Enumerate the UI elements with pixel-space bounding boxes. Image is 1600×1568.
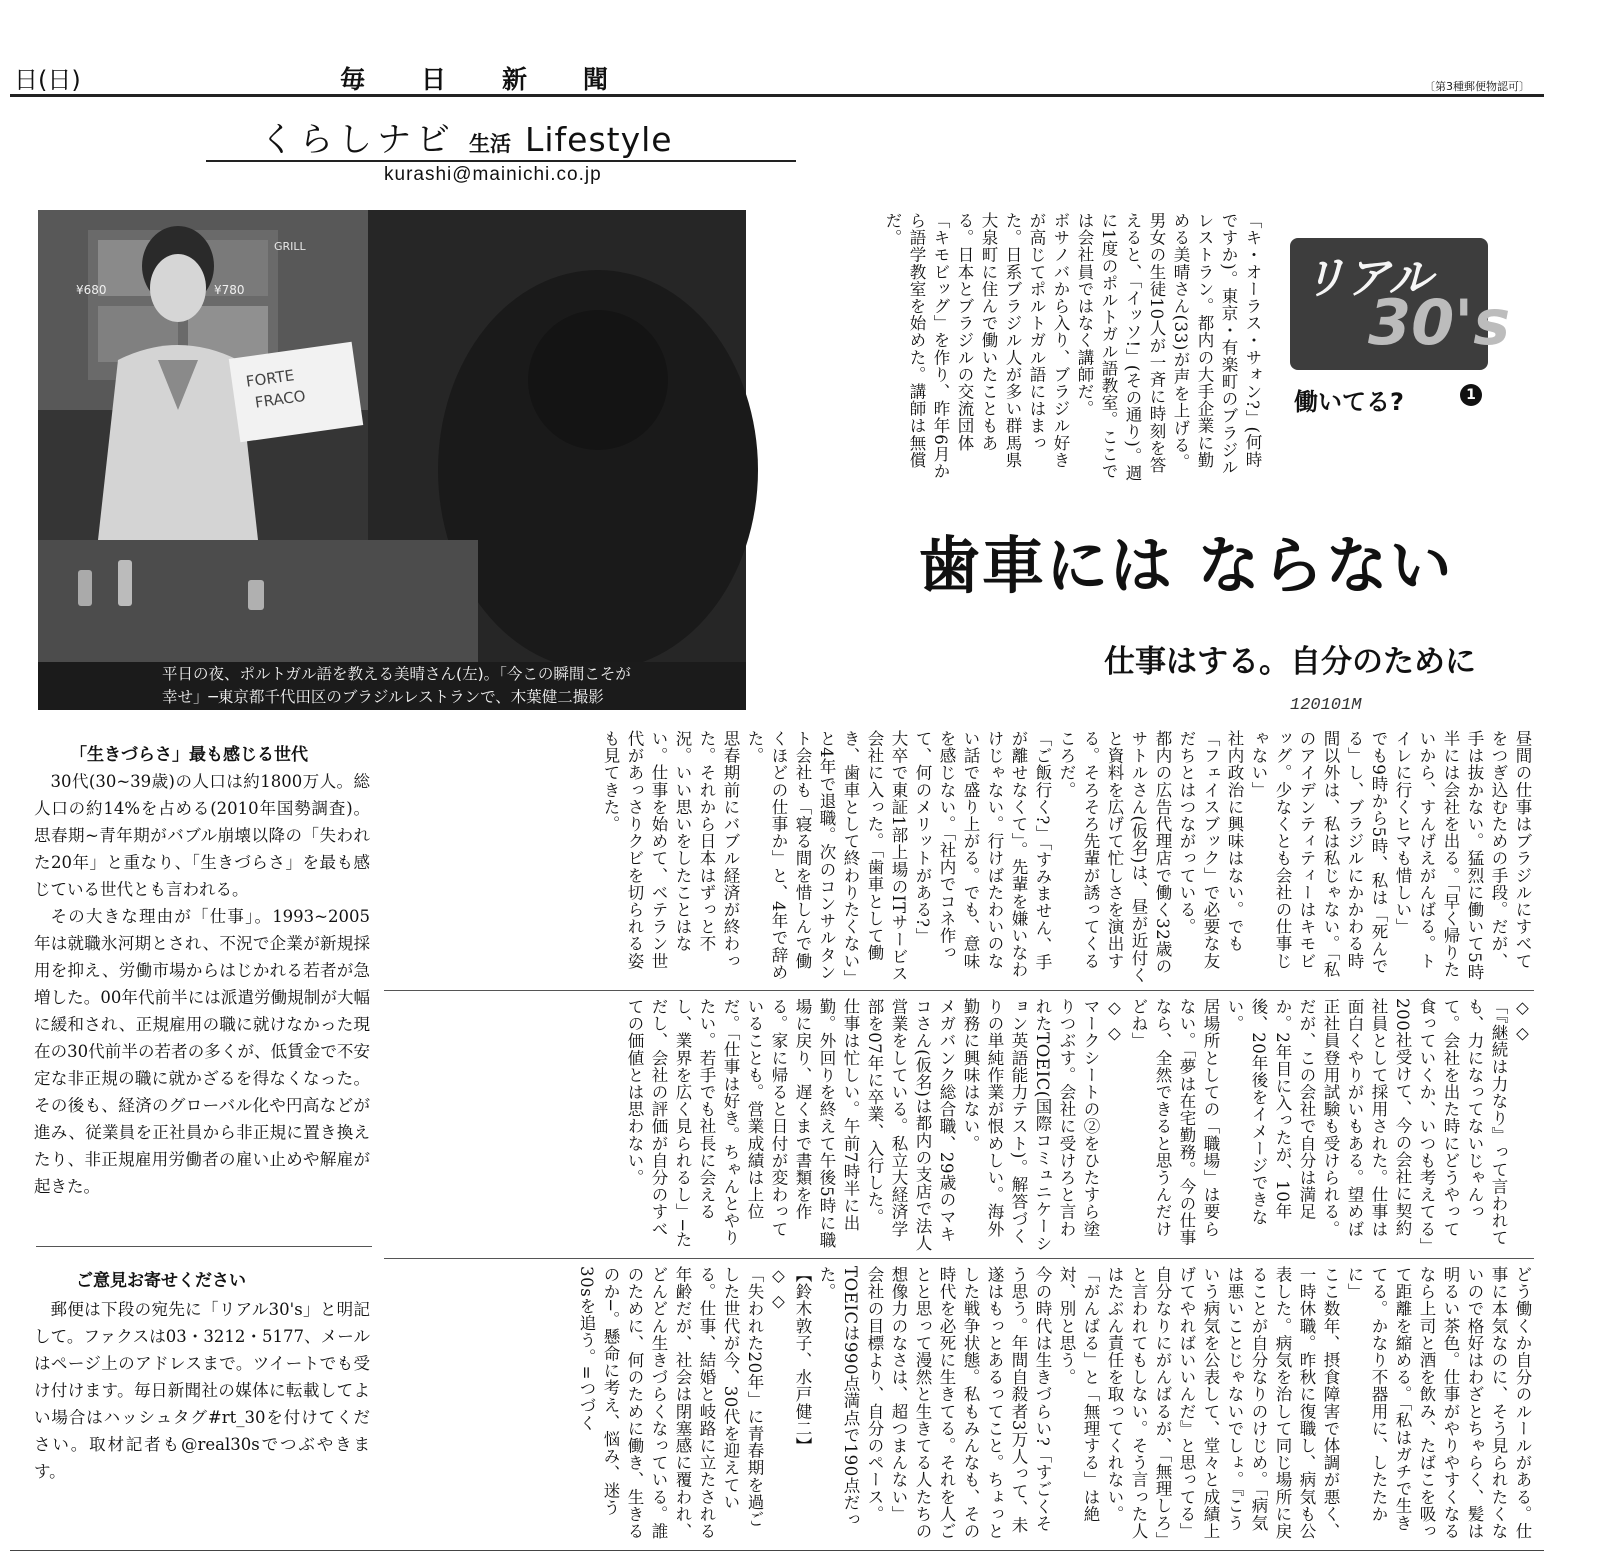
sign-text-fraco: FRACO	[253, 386, 307, 412]
sidebar-divider	[36, 1246, 372, 1247]
handwritten-note: 120101M	[1290, 696, 1362, 715]
teacher-face	[150, 254, 206, 322]
tier-divider	[384, 1258, 1534, 1259]
body-paragraph: どう働くか自分のルールがある。仕事に本気なのに、そう見られたくないので格好はわざとちゃらく、髪は明るい茶色。仕事がやりやすくなるなら上司と酒を飲み、たばこを吸って距離を縮める。「私はガチで生きてる。かなり不器用に、したたかに」	[1345, 1266, 1532, 1540]
handheld-sign	[229, 342, 363, 442]
photo-illustration	[38, 210, 746, 662]
top-article	[744, 212, 1264, 484]
menu-price-2: ¥780	[214, 283, 245, 297]
body-paragraph: メガバンク総合職、29歳のマキコさん(仮名)は都内の支店で法人営業をしている。私立大経済学部を07年に卒業、入行した。	[865, 998, 956, 1252]
body-paragraph: 仕事は忙しい。午前7時半に出勤。外回りを終えて午後5時に職場に戻り、遅くまで書類を作る。家に帰ると日付が変わっていることも。営業成績は上位だ。「仕事は好き。ちゃんとやりたい。若手でも社長に会えるし、業界を広く見られるし」─ただし、会社の評価が自分のすべての価値とは思わない。	[625, 998, 860, 1249]
section-title-jp: くらしナビ	[260, 120, 455, 160]
body-paragraph: ◇ ◇	[1105, 998, 1124, 1044]
opinion-title: ご意見お寄せください	[76, 1271, 246, 1291]
bottom-rule	[10, 1550, 1544, 1551]
body-paragraph: 会社の目標より、自分のペース。TOEICは990点満点で190点だった。	[817, 1266, 884, 1529]
body-paragraph: 昼間の仕事はブラジルにすべてをつぎ込むための手段。だが、手は抜かない。猛烈に働いて5時半には会社を出る。「早く帰りたいから、すんげえがんばる。トイレに行くヒマも惜しい」	[1393, 730, 1532, 981]
newspaper-name: 毎日新聞	[340, 65, 665, 94]
main-article-tier-1	[384, 730, 1534, 984]
sidebar-paragraph: 30代(30~39歳)の人口は約1800万人。総人口の約14%を占める(2010年国勢調査)。思春期~青年期がバブル崩壊以降の「失われた20年」と重なり、「生きづらさ」を最も感じている世代とも言われる。	[34, 772, 370, 899]
masthead-date: 日(日)	[14, 66, 81, 94]
body-paragraph: 思春期前にバブル経済が終わった。それから日本はずっと不況。いい思いをしたことはない。仕事を始めて、ベテラン世代があっさりクビを切られる姿も見てきた。	[601, 730, 740, 970]
sidebar-title: 「生きづらさ」最も感じる世代	[70, 745, 308, 765]
opinion-text: 郵便は下段の宛先に「リアル30's」と明記して。ファクスは03・3212・5177、メールはページ上のアドレスまで。ツイートでも受け付けます。毎日新聞社の媒体に転載してよい場合はハッシュタグ#rt_30を付けてください。取材記者も@real30sでつぶやきます。	[34, 1300, 370, 1481]
sign-text-forte: FORTE	[244, 366, 296, 391]
sidebar-paragraph: その大きな理由が「仕事」。1993~2005年は就職氷河期とされ、不況で企業が新規採用を抑え、労働市場からはじかれる若者が急増した。00年代前半には派遣労働規制が大幅に緩和され、正規雇用の職に就けなかった現在の30代前半の若者の多くが、低賃金で不安定な非正規の職に就かざるを得なくなった。その後も、経済のグローバル化や円高などが進み、従業員を正社員から非正規に置き換えたり、非正規雇用労働者の雇い止めや解雇が起きた。	[34, 907, 370, 1196]
body-paragraph: ◇ ◇	[1513, 998, 1532, 1044]
headline: 歯車には ならない	[918, 529, 1454, 602]
body-paragraph: マークシートの②をひたすら塗りつぶす。会社に受けろと言われたTOEIC(国際コミュニケーション英語能力テスト)。解答づくりの単純作業が恨めしい。海外勤務に興味はない。	[961, 998, 1100, 1252]
series-number-badge: 1	[1460, 384, 1482, 406]
section-break: ◇ ◇	[769, 1266, 788, 1312]
body-paragraph: 居場所としての「職場」は要らない。「夢は在宅勤務。今の仕事なら、全然できると思うんだけどね」	[1129, 998, 1220, 1247]
section-rule	[206, 160, 796, 162]
body-paragraph: 「『継続は力なり』って言われても、力になってないじゃんって。会社を出た時にどうやって食っていくか、いつも考えてる」	[1417, 998, 1508, 1255]
menu-price-1: ¥680	[76, 283, 107, 297]
caption-line-1: 平日の夜、ポルトガル語を教える美晴さん(左)。「今この瞬間こそが	[162, 665, 631, 683]
section-header	[260, 112, 673, 161]
series-logo-text: リアル	[1302, 253, 1433, 304]
series-title: 働いてる?	[1294, 388, 1404, 416]
body-paragraph: 「ご飯行く?」「すみません、手が離せなくて」。先輩を嫌いなわけじゃない。行けばたわいのない話で盛り上がる。でも、意味を感じない。「社内でコネ作って、何のメリットがある?」	[913, 730, 1052, 979]
top-paragraph: 「キ・オーラス・サォン?」(何時ですか)。東京・有楽町のブラジルレストラン。都内の大手企業に勤める美晴さん(33)が声を上げる。男女の生徒10人が一斉に時刻を答えると、「イッソ!」(その通り)。週に1度のポルトガル語教室。ここでは会社員ではなく講師だ。	[1075, 212, 1262, 482]
section-title-en: Lifestyle	[525, 120, 673, 159]
body-paragraph: 社内政治に興味はない。でも「フェイスブック」で必要な友だちとはつながっている。	[1177, 730, 1244, 970]
sidebar-body	[34, 768, 370, 1200]
photo-caption	[38, 662, 746, 710]
byline: 【鈴木敦子、水戸健二】	[793, 1266, 812, 1455]
caption-line-2: 幸せ」─東京都千代田区のブラジルレストランで、木葉健二撮影	[162, 688, 604, 706]
subheadline: 仕事はする。自分のために	[1104, 644, 1476, 680]
masthead-rule	[10, 94, 1544, 97]
body-paragraph: 今の時代は生きづらい?「すごくそう思う。年間自殺者3万人って、未遂はもっとあるってこと。ちょっとした戦争状態。私もみんなも、その時代を必死に生きてる。それを人ごとと思って漫然と生きてる人たちの想像力のなさは、超つまんない」	[889, 1266, 1052, 1540]
article-photo	[38, 210, 746, 662]
series-logo	[1290, 238, 1511, 370]
main-article-tier-2	[384, 998, 1534, 1255]
body-paragraph: 自分なりにがんばるが、「無理しろ」と言われてもしない。そう言った人はたぶん責任を取ってくれない。「がんばる」と「無理する」は絶対、別と思う。	[1057, 1266, 1172, 1541]
body-paragraph: 「失われた20年」に青春期を過ごした世代が今、30代を迎えている。仕事、結婚と岐路に立たされる年齢だが、社会は閉塞感に覆われ、どんどん生きづらくなっている。誰のために、何のために働き、生きるのか─。懸命に考え、悩み、迷う30sを追う。=つづく	[577, 1266, 764, 1540]
section-email: kurashi@mainichi.co.jp	[384, 164, 602, 185]
main-article-tier-3	[384, 1266, 1534, 1542]
postal-note: 〔第3種郵便物認可〕	[1424, 80, 1530, 93]
opinion-body	[34, 1296, 370, 1485]
body-paragraph: 大卒で東証1部上場のITサービス会社に入った。「歯車として働き、歯車として終わりたくない」と4年で退職。次のコンサルタント会社も「寝る間を惜しんで働くほどの仕事か」と、4年で辞めた。	[745, 730, 908, 983]
body-paragraph: ここ数年、摂食障害で体調が悪く、一時休職。昨秋に復職し、病気も公表した。病気を治して同じ場所に戻ることが自分なりのけじめ。「病気は悪いことじゃないでしょ。『こういう病気を公表して、堂々と成績上げてやればいいんだ』と思ってる」	[1177, 1266, 1340, 1540]
top-paragraph: ボサノバから入り、ブラジル好きが高じてポルトガル語にはまった。日系ブラジル人が多い群馬県大泉町に住んで働いたこともある。日本とブラジルの交流団体「キモビッグ」を作り、昨年6月から語学教室を始めた。講師は無償だ。	[883, 212, 1070, 480]
body-paragraph: 200社受けて、今の会社に契約社員として採用された。仕事は面白くやりがいもある。望めば正社員登用試験も受けられる。だが、この会社で自分は満足か。2年目に入ったが、10年後、20年後をイメージできない。	[1225, 998, 1412, 1238]
body-paragraph: でも9時から5時、私は「死んでる」し、ブラジルにかかわる時間以外は、私は私じゃない。「私のアイデンティティーはキモビッグ。少なくとも会社の仕事じゃない」	[1249, 730, 1388, 979]
body-paragraph: 都内の広告代理店で働く32歳のサトルさん(仮名)は、昼が近付くと資料を広げて忙しさを演出する。そろそろ先輩が誘ってくるころだ。	[1057, 730, 1172, 984]
series-logo-number: 30's	[1368, 286, 1511, 359]
section-subtitle: 生活	[469, 132, 511, 156]
tier-divider	[384, 990, 1534, 991]
menu-text: GRILL	[274, 240, 306, 253]
